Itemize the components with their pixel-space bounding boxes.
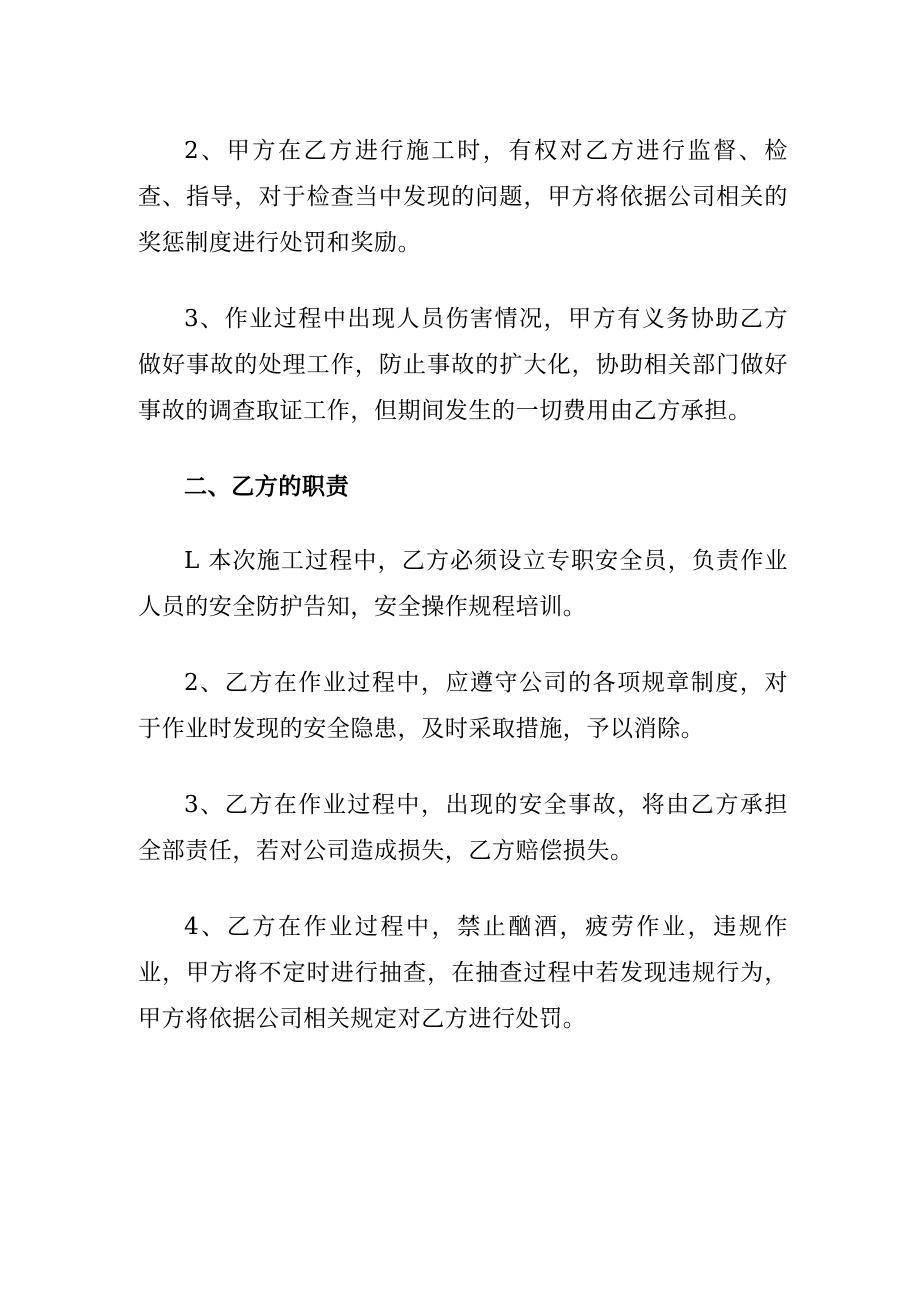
section-paragraph-4 — [138, 904, 788, 1042]
paragraph-text: 、乙方在作业过程中，应遵守公司的各项规章制度，对于作业时发现的安全隐患，及时采取措施，予以消除。 — [138, 670, 788, 742]
paragraph-number: L — [184, 548, 200, 574]
section-paragraph-2 — [138, 660, 788, 752]
paragraph-text: 、作业过程中出现人员伤害情况，甲方有义务协助乙方做好事故的处理工作，防止事故的扩大化，协助相关部门做好事故的调查取证工作，但期间发生的一切费用由乙方承担。 — [138, 306, 788, 424]
paragraph-number: 2 — [184, 138, 200, 164]
paragraph-number: 3 — [184, 306, 200, 332]
paragraph-number: 2 — [184, 670, 200, 696]
section-paragraph-3 — [138, 782, 788, 874]
paragraph-text: 本次施工过程中，乙方必须设立专职安全员，负责作业人员的安全防护告知，安全操作规程培训。 — [138, 548, 788, 620]
paragraph-1 — [138, 128, 788, 266]
paragraph-text: 、甲方在乙方进行施工时，有权对乙方进行监督、检查、指导，对于检查当中发现的问题，甲方将依据公司相关的奖惩制度进行处罚和奖励。 — [138, 138, 788, 256]
paragraph-number: 4 — [184, 914, 200, 940]
section-heading: 二、乙方的职责 — [184, 474, 350, 500]
paragraph-2 — [138, 296, 788, 434]
document-body — [138, 128, 788, 1072]
section-paragraph-1 — [138, 538, 788, 630]
paragraph-text: 、乙方在作业过程中，禁止酗酒，疲劳作业，违规作业，甲方将不定时进行抽查，在抽查过程中若发现违规行为，甲方将依据公司相关规定对乙方进行处罚。 — [138, 914, 788, 1032]
paragraph-number: 3 — [184, 792, 200, 818]
paragraph-text: 、乙方在作业过程中，出现的安全事故，将由乙方承担全部责任，若对公司造成损失，乙方赔偿损失。 — [138, 792, 788, 864]
